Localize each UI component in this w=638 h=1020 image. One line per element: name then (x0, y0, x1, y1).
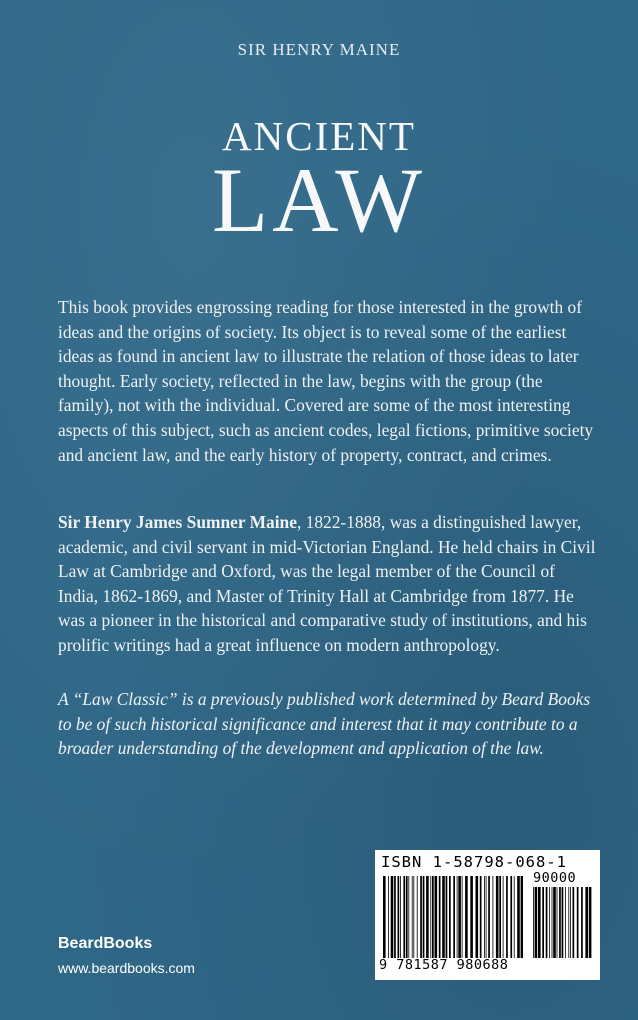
barcode-bar (517, 876, 520, 958)
barcode-bar (573, 887, 575, 958)
isbn-number: ISBN 1-58798-068-1 (381, 853, 567, 871)
addon-barcode-bars-icon (533, 887, 593, 958)
barcode-bar (493, 876, 494, 958)
barcode-bar (449, 876, 451, 958)
barcode-bar (521, 876, 523, 958)
barcode-bar (480, 876, 482, 958)
barcode-bar (570, 887, 571, 958)
author-bio-paragraph (58, 510, 598, 658)
barcode-bar (442, 876, 445, 958)
barcode-bar (559, 887, 561, 958)
barcode-bar (484, 876, 485, 958)
author-bio-text: , 1822-1888, was a distinguished lawyer, academic, and civil servant in mid-Victorian England. He held chairs in Civil Law at Cambridge and Oxford, was the legal member of the Council of India, 1862-1869, and Master of Trinity Hall at Cambridge from 1877. He was a pioneer in the historical and comparative study of institutions, and his prolific writings had a great influence on modern anthropology. (58, 512, 596, 655)
barcode-bars-icon (383, 876, 523, 958)
barcode-bar (506, 876, 508, 958)
barcode-bar (496, 876, 499, 958)
publisher-logo: BeardBooks (58, 935, 153, 952)
barcode-bar (439, 876, 441, 958)
barcode-bar (486, 876, 487, 958)
barcode-bar (552, 887, 553, 958)
barcode-bar (476, 876, 479, 958)
barcode-bar (577, 887, 579, 958)
barcode-bar (394, 876, 396, 958)
barcode-bar (538, 887, 541, 958)
barcode-bar (403, 876, 405, 958)
barcode-bar (546, 887, 548, 958)
barcode-bar (446, 876, 448, 958)
barcode-bar (542, 887, 544, 958)
barcode-bar (562, 887, 564, 958)
barcode-bar (406, 876, 408, 958)
ean-number: 9 781587 980688 (379, 957, 509, 973)
title-line-ancient: ANCIENT (222, 113, 416, 159)
barcode-bar (391, 876, 394, 958)
barcode-bar (423, 876, 425, 958)
barcode-bar (383, 876, 386, 958)
barcode-bar (553, 887, 556, 958)
barcode-bar (470, 876, 473, 958)
barcode-bar (453, 876, 455, 958)
law-classic-note: A “Law Classic” is a previously published work determined by Beard Books to be of such historical significance and interest that it may contribute to a broader understanding of the development and application of the law. (58, 689, 591, 759)
barcode-bar (413, 876, 414, 958)
barcode-bar (565, 887, 566, 958)
description-paragraph: This book provides engrossing reading for those interested in the growth of ideas and the origins of society. Its object is to reveal some of the earliest ideas as found in ancient law to illustrate the relation of those ideas to later thought. Early society, reflected in the law, begins with the group (the family), not with the individual. Covered are some of the most interesting aspects of this subject, such as ancient codes, legal fictions, primitive society and ancient law, and the early history of property, contract, and crimes. (58, 297, 594, 465)
barcode-bar (514, 876, 515, 958)
barcode-bar (557, 887, 558, 958)
barcode-bar (510, 876, 512, 958)
author-name: SIR HENRY MAINE (237, 40, 401, 59)
barcode-bar (398, 876, 400, 958)
barcode-bar (400, 876, 401, 958)
barcode-bar (589, 887, 592, 958)
author-full-name: Sir Henry James Sumner Maine (58, 512, 297, 532)
barcode-bar (408, 876, 409, 958)
barcode-bar (388, 876, 389, 958)
barcode-bar (488, 876, 490, 958)
barcode-bar (499, 876, 501, 958)
barcode-bar (585, 887, 588, 958)
barcode-bar (503, 876, 504, 958)
barcode-bar (462, 876, 463, 958)
barcode-bar (458, 876, 461, 958)
price-code: 90000 (533, 870, 577, 886)
barcode-bar (435, 876, 438, 958)
barcode-bar (420, 876, 422, 958)
barcode-bar (417, 876, 418, 958)
barcode-bar (412, 876, 413, 958)
barcode-bar (465, 876, 468, 958)
barcode-bar (568, 887, 569, 958)
publisher-website: www.beardbooks.com (58, 960, 195, 976)
barcode-bar (533, 887, 534, 958)
barcode-bar (549, 887, 550, 958)
barcode-bar (430, 876, 431, 958)
barcode-bar (581, 887, 583, 958)
barcode-bar (535, 887, 538, 958)
barcode-bar (457, 876, 458, 958)
barcode-bar (426, 876, 429, 958)
isbn-barcode (375, 850, 600, 980)
barcode-bar (432, 876, 434, 958)
title-line-law: LAW (211, 149, 427, 251)
